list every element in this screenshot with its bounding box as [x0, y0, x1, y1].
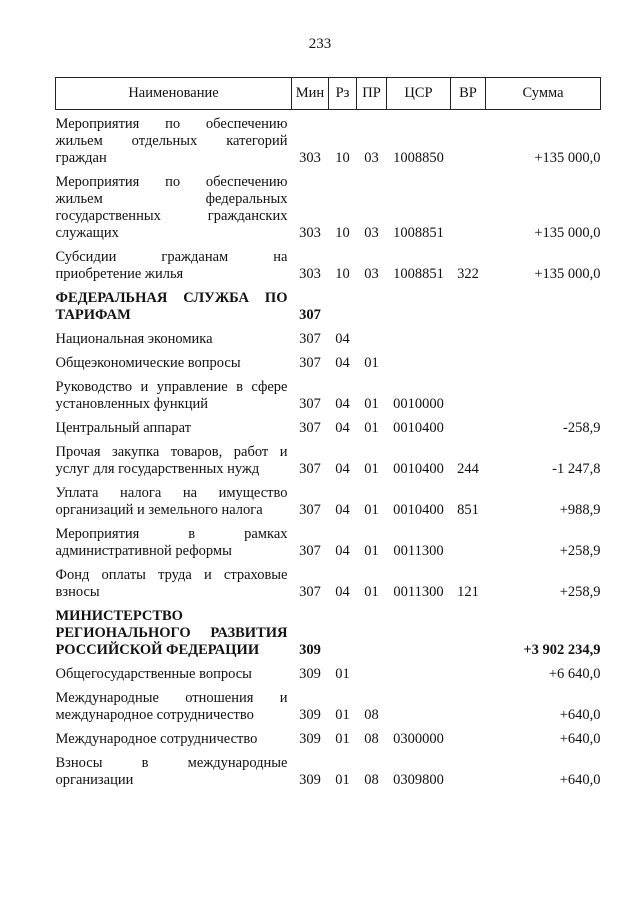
cell-sum: [486, 283, 601, 324]
cell-sum: +258,9: [559, 543, 601, 559]
cell-pr: 01: [364, 355, 379, 371]
table-row: [56, 167, 601, 242]
cell-rz: 04: [335, 543, 350, 559]
cell-min: 303: [299, 225, 321, 241]
cell-min: 307: [299, 420, 321, 436]
header-vr: ВР: [451, 78, 486, 110]
cell-rz: [329, 601, 357, 659]
cell-sum: [486, 348, 601, 372]
cell-vr: [451, 110, 486, 168]
table-row: [56, 110, 601, 168]
cell-pr: 01: [364, 543, 379, 559]
cell-min: 309: [299, 731, 321, 747]
cell-rz: 01: [335, 666, 350, 682]
cell-vr: 121: [457, 584, 479, 600]
cell-pr: 08: [364, 731, 379, 747]
cell-name: Мероприятия по обеспечению жильем отдельных категорий граждан: [55, 116, 288, 166]
header-csr: ЦСР: [387, 78, 451, 110]
cell-vr: [451, 724, 486, 748]
cell-sum: +640,0: [559, 707, 601, 723]
cell-sum: +135 000,0: [534, 150, 601, 166]
header-row: [56, 78, 601, 110]
header-min: Мин: [292, 78, 329, 110]
cell-sum: -1 247,8: [552, 461, 601, 477]
cell-csr: 0010400: [393, 420, 444, 436]
cell-name: Взносы в международные организации: [55, 755, 288, 788]
cell-vr: [451, 683, 486, 724]
cell-min: 307: [299, 461, 321, 477]
cell-rz: 04: [335, 584, 350, 600]
cell-csr: [387, 683, 451, 724]
cell-rz: 01: [335, 731, 350, 747]
cell-name: Мероприятия в рамках административной реформы: [55, 526, 288, 559]
cell-csr: [387, 324, 451, 348]
cell-pr: 01: [364, 461, 379, 477]
cell-vr: 244: [457, 461, 479, 477]
budget-table: [55, 77, 601, 789]
cell-name: Руководство и управление в сфере установленных функций: [55, 379, 288, 412]
cell-sum: [486, 324, 601, 348]
table-row: [56, 413, 601, 437]
cell-rz: 04: [335, 396, 350, 412]
cell-sum: +640,0: [559, 772, 601, 788]
cell-pr: 01: [364, 584, 379, 600]
cell-csr: 0010400: [393, 461, 444, 477]
cell-pr: 03: [364, 150, 379, 166]
cell-rz: 04: [335, 331, 350, 347]
cell-pr: 01: [364, 396, 379, 412]
cell-csr: 0010000: [393, 396, 444, 412]
cell-vr: [451, 167, 486, 242]
cell-vr: [451, 372, 486, 413]
cell-csr: [387, 601, 451, 659]
cell-min: 303: [299, 150, 321, 166]
cell-name: Центральный аппарат: [55, 420, 192, 436]
cell-vr: [451, 659, 486, 683]
table-row: [56, 437, 601, 478]
cell-name: Прочая закупка товаров, работ и услуг для государственных нужд: [55, 444, 288, 477]
cell-pr: 01: [364, 420, 379, 436]
cell-csr: 1008851: [393, 266, 444, 282]
cell-csr: 0010400: [393, 502, 444, 518]
table-row: [56, 560, 601, 601]
table-row: [56, 348, 601, 372]
cell-min: 307: [299, 307, 321, 323]
cell-vr: [451, 413, 486, 437]
table-row: [56, 659, 601, 683]
table-row: [56, 683, 601, 724]
cell-pr: 01: [364, 502, 379, 518]
cell-min: 307: [299, 584, 321, 600]
cell-sum: [486, 372, 601, 413]
cell-rz: 10: [335, 266, 350, 282]
cell-name: МИНИСТЕРСТВО РЕГИОНАЛЬНОГО РАЗВИТИЯ РОССИЙСКОЙ ФЕДЕРАЦИИ: [55, 608, 288, 658]
cell-pr: 03: [364, 225, 379, 241]
cell-pr: [357, 659, 387, 683]
cell-pr: [357, 324, 387, 348]
cell-rz: 04: [335, 461, 350, 477]
cell-name: Международное сотрудничество: [55, 731, 258, 747]
cell-vr: [451, 601, 486, 659]
header-rz: Рз: [329, 78, 357, 110]
cell-min: 309: [299, 642, 321, 658]
cell-min: 307: [299, 331, 321, 347]
cell-rz: 04: [335, 502, 350, 518]
cell-vr: [451, 748, 486, 789]
cell-name: Уплата налога на имущество организаций и земельного налога: [55, 485, 288, 518]
cell-vr: [451, 348, 486, 372]
cell-sum: +988,9: [559, 502, 601, 518]
cell-pr: 03: [364, 266, 379, 282]
cell-name: Национальная экономика: [55, 331, 213, 347]
table-row: [56, 283, 601, 324]
cell-name: Общеэкономические вопросы: [55, 355, 241, 371]
cell-rz: 01: [335, 707, 350, 723]
cell-csr: 0309800: [393, 772, 444, 788]
cell-rz: 04: [335, 355, 350, 371]
cell-min: 303: [299, 266, 321, 282]
cell-csr: [387, 283, 451, 324]
header-sum: Сумма: [486, 78, 601, 110]
cell-vr: 851: [457, 502, 479, 518]
cell-csr: 0011300: [393, 543, 444, 559]
table-row: [56, 519, 601, 560]
table-row: [56, 242, 601, 283]
cell-sum: +3 902 234,9: [523, 642, 601, 658]
table-row: [56, 372, 601, 413]
cell-rz: 04: [335, 420, 350, 436]
cell-rz: 10: [335, 225, 350, 241]
header-name: Наименование: [56, 78, 292, 110]
cell-rz: 01: [335, 772, 350, 788]
page-number: 233: [308, 36, 332, 52]
cell-rz: [329, 283, 357, 324]
cell-name: Общегосударственные вопросы: [55, 666, 252, 682]
cell-min: 307: [299, 396, 321, 412]
cell-name: Фонд оплаты труда и страховые взносы: [55, 567, 288, 600]
cell-name: ФЕДЕРАЛЬНАЯ СЛУЖБА ПО ТАРИФАМ: [55, 290, 288, 323]
cell-min: 307: [299, 543, 321, 559]
cell-pr: [357, 283, 387, 324]
cell-csr: [387, 348, 451, 372]
cell-vr: [451, 519, 486, 560]
table-row: [56, 748, 601, 789]
cell-vr: [451, 283, 486, 324]
cell-rz: 10: [335, 150, 350, 166]
cell-vr: 322: [457, 266, 479, 282]
cell-min: 309: [299, 666, 321, 682]
cell-sum: +135 000,0: [534, 266, 601, 282]
cell-csr: 1008851: [393, 225, 444, 241]
table-row: [56, 601, 601, 659]
cell-pr: 08: [364, 707, 379, 723]
cell-sum: -258,9: [563, 420, 601, 436]
cell-min: 309: [299, 772, 321, 788]
cell-name: Мероприятия по обеспечению жильем федеральных государственных гражданских служащих: [55, 174, 288, 241]
cell-sum: +6 640,0: [548, 666, 601, 682]
cell-pr: 08: [364, 772, 379, 788]
cell-min: 307: [299, 502, 321, 518]
cell-vr: [451, 324, 486, 348]
cell-csr: 0300000: [393, 731, 444, 747]
cell-pr: [357, 601, 387, 659]
cell-sum: +640,0: [559, 731, 601, 747]
cell-sum: +258,9: [559, 584, 601, 600]
cell-sum: +135 000,0: [534, 225, 601, 241]
cell-csr: 0011300: [393, 584, 444, 600]
header-pr: ПР: [357, 78, 387, 110]
table-row: [56, 478, 601, 519]
cell-min: 309: [299, 707, 321, 723]
cell-name: Международные отношения и международное сотрудничество: [55, 690, 288, 723]
table-row: [56, 724, 601, 748]
cell-csr: [387, 659, 451, 683]
table-row: [56, 324, 601, 348]
cell-name: Субсидии гражданам на приобретение жилья: [55, 249, 288, 282]
cell-min: 307: [299, 355, 321, 371]
cell-csr: 1008850: [393, 150, 444, 166]
